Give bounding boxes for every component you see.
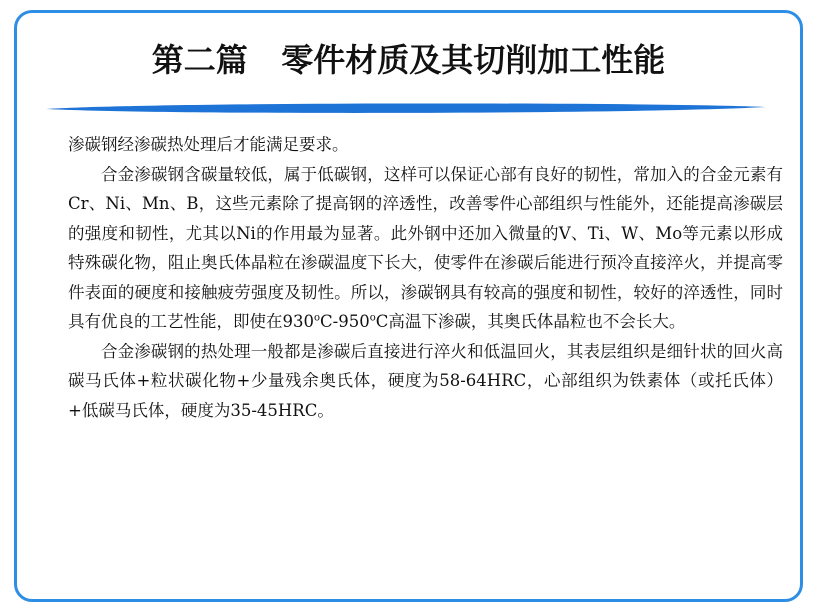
divider-swoosh: [46, 103, 766, 112]
degree-sign: o: [314, 312, 321, 324]
paragraph-text-b: C-950: [320, 312, 370, 331]
body-line-intro: [68, 130, 783, 160]
intro-text: 渗碳钢经渗碳热处理后才能满足要求。: [68, 135, 349, 154]
body-text: [68, 130, 783, 425]
paragraph-text: 合金渗碳钢的热处理一般都是渗碳后直接进行淬火和低温回火，其表层组织是细针状的回火高碳马氏体+粒状碳化物+少量残余奥氏体，硬度为58-64HRC，心部组织为铁素体（或托氏体）+低碳马氏体，硬度为35-45HRC。: [68, 341, 783, 420]
paragraph-text-a: 合金渗碳钢含碳量较低，属于低碳钢，这样可以保证心部有良好的韧性，常加入的合金元素有Cr、Ni、Mn、B，这些元素除了提高钢的淬透性，改善零件心部组织与性能外，还能提高渗碳层的强度和韧性，尤其以Ni的作用最为显著。此外钢中还加入微量的V、Ti、W、Mo等元素以形成特殊碳化物，阻止奥氏体晶粒在渗碳温度下长大，使零件在渗碳后能进行预冷直接淬火，并提高零件表面的硬度和接触疲劳强度及韧性。所以，渗碳钢具有较高的强度和韧性，较好的淬透性，同时具有优良的工艺性能，即使在930: [68, 164, 783, 331]
paragraph-text-c: C高温下渗碳，其奥氏体晶粒也不会长大。: [375, 312, 686, 331]
page-title: 第二篇 零件材质及其切削加工性能: [151, 41, 666, 79]
degree-sign: o: [369, 312, 376, 324]
title-divider: [46, 101, 766, 115]
paragraph-heat-treatment: [68, 337, 783, 426]
paragraph-alloy-composition: [68, 160, 783, 337]
